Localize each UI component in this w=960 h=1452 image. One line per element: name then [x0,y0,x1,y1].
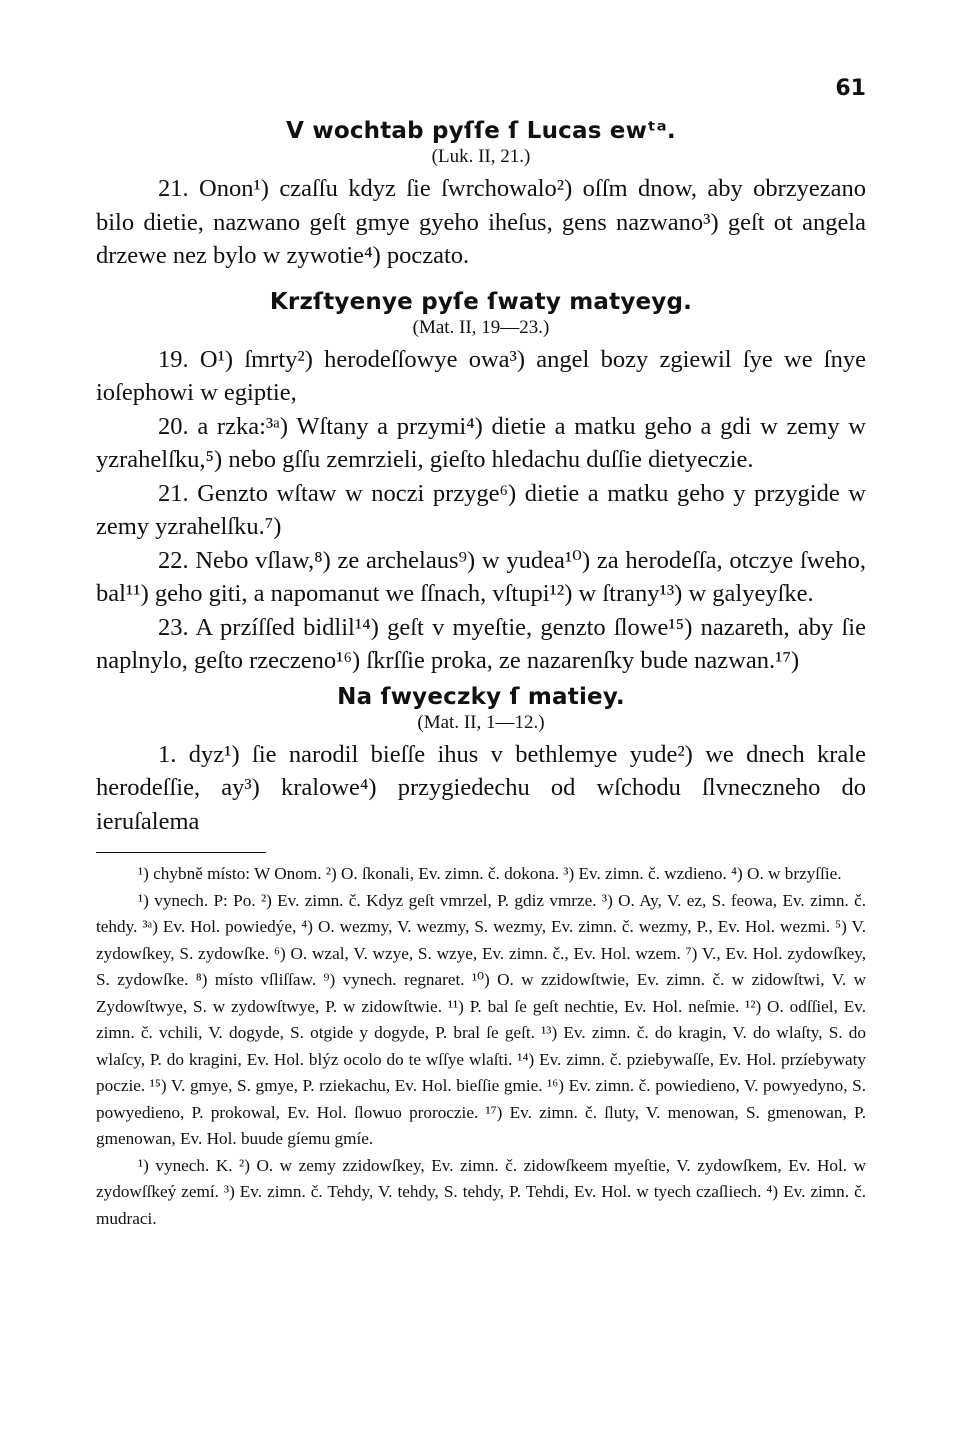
section-title: Na ſwyeczky ſ matiey. [337,683,625,710]
page [96,58,866,1232]
paragraph: 22. Nebo vſlaw,⁸) ze archelaus⁹) w yudea¹⁰) za herodeſſa, otczye ſweho, bal¹¹) geho giti, a napomanut we ſſnach, vſtupi¹²) w ſtrany¹³) w galyeyſke. [96,546,866,607]
paragraph: 23. A przíſſed bidlil¹⁴) geſt v myeſtie, genzto ſlowe¹⁵) nazareth, aby ſie naplnylo, geſto rzeczeno¹⁶) ſkrſſie proka, ze nazarenſky bude nazwan.¹⁷) [96,613,866,674]
footnote-divider [96,852,266,853]
paragraph: 1. dyz¹) ſie narodil bieſſe ihus v bethlemye yude²) we dnech krale herodeſſie, ay³) kralowe⁴) przygiedechu od wſchodu ſlvneczneho do ieruſalema [96,740,866,835]
section-reference: (Mat. II, 1—12.) [417,711,545,733]
section-title: Krzſtyenye pyſe ſwaty matyeyg. [269,288,693,315]
footnote-block: ¹) chybně místo: W Onom. ²) O. ſkonali, Ev. zimn. č. dokona. ³) Ev. zimn. č. wzdieno. ⁴) O. w brzyſſie. [138,864,842,883]
footnote-block: ¹) vynech. K. ²) O. w zemy zzidowſkey, Ev. zimn. č. zidowſkeem myeſtie, V. zydowſkem, Ev. Hol. w zydowſſkeý zemí. ³) Ev. zimn. č. Tehdy, V. tehdy, S. tehdy, P. Tehdi, Ev. Hol. w tyech czaſliech. ⁴) Ev. zimn. č. mudraci. [96,1155,866,1228]
paragraph: 20. a rzka:³ᵃ) Wſtany a przymi⁴) dietie a matku geho a gdi w zemy w yzrahelſku,⁵) nebo gſſu zemrzieli, gieſto hledachu duſſie dietyeczie. [96,412,866,473]
section-title: V wochtab pyſſe ſ Lucas ewᵗᵃ. [286,118,676,144]
paragraph: 21. Genzto wſtaw w noczi przyge⁶) dietie a matku geho y przygide w zemy yzrahelſku.⁷) [96,479,866,540]
footnote-block: ¹) vynech. P: Po. ²) Ev. zimn. č. Kdyz geſt vmrzel, P. gdiz vmrze. ³) O. Ay, V. ez, S. feowa, Ev. zimn. č. tehdy. ³ᵃ) Ev. Hol. powiedýe, ⁴) O. wezmy, V. wezmy, S. wezmy, Ev. zimn. č. wezmy, P., Ev. Hol. wezmi. ⁵) V. zydowſkey, S. zydowſke. ⁶) O. wzal, V. wzye, S. wzye, Ev. zimn. č., Ev. Hol. wzem. ⁷) V., Ev. Hol. zydowſkey, S. zydowſke. ⁸) místo vſliſſaw. ⁹) vynech. regnaret. ¹⁰) O. w zzidowſtwie, Ev. zimn. č. w zidowſtwi, V. w Zydowſtwye, S. w zydowſtwye, P. w zidowſtwie. ¹¹) P. bal ſe geſt nechtie, Ev. Hol. neſmie. ¹²) O. odſſiel, Ev. zimn. č. vchili, V. dogyde, S. otgide y dogyde, P. bral ſe geſt. ¹³) Ev. zimn. č. do kragin, V. do wlaſty, S. do wlaſcy, P. do kragini, Ev. Hol. blýz ocolo do te wſſye wlaſti. ¹⁴) Ev. zimn. č. pziebywaſſe, Ev. Hol. przíebywaty poczie. ¹⁵) V. gmye, S. gmye, P. rziekachu, Ev. Hol. bieſſie gmie. ¹⁶) Ev. zimn. č. powiedieno, V. powyedyno, S. powyedieno, P. prokowal, Ev. Hol. ſlowuo proroczie. ¹⁷) Ev. zimn. č. ſluty, V. menowan, S. gmenowan, P. gmenowan, Ev. Hol. buude gíemu gmíe. [96,890,866,1148]
section-reference: (Luk. II, 21.) [431,146,531,167]
section-reference: (Mat. II, 19—23.) [412,316,550,338]
page-number: 61 [835,76,866,101]
paragraph: 19. O¹) ſmrty²) herodeſſowye owa³) angel bozy zgiewil ſye we ſnye ioſephowi w egiptie, [96,345,866,406]
paragraph: 21. Onon¹) czaſſu kdyz ſie ſwrchowalo²) oſſm dnow, aby obrzyezano bilo dietie, nazwano geſt gmye gyeho iheſus, gens nazwano³) geſt ot angela drzewe nez bylo w zywotie⁴) poczato. [96,175,866,269]
